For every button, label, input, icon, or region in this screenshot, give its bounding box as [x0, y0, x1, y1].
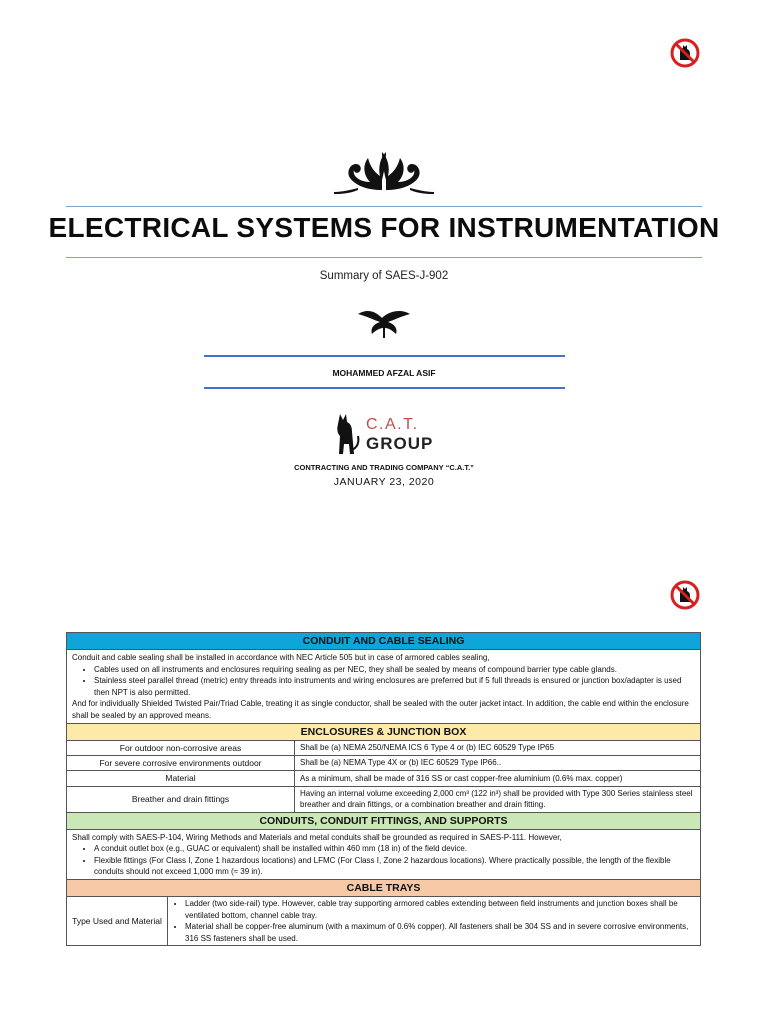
list-item: • Ladder (two side-rail) type. However, cable tray supporting armored cables extending between field instruments and junction boxes shall be ventilated bottom, channel cable tray. — [185, 898, 695, 921]
document-date: JANUARY 23, 2020 — [333, 476, 435, 488]
row-value: Having an internal volume exceeding 2,000 cm³ (122 in³) shall be provided with Type 300 Series stainless steel breather and drain fittings, or a combination breather and drain fitting. — [295, 786, 701, 812]
summary-document — [66, 632, 701, 946]
row-value: As a minimum, shall be made of 316 SS or cast copper-free aluminium (0.6% max. copper) — [295, 771, 701, 786]
row-key: For severe corrosive environments outdoor — [67, 755, 295, 770]
no-cat-icon — [670, 38, 700, 68]
cable-trays-table — [66, 896, 701, 946]
table-row — [67, 771, 701, 786]
author-name: MOHAMMED AFZAL ASIF — [332, 368, 436, 378]
conduit-sealing-outro: And for individually Shielded Twisted Pair/Triad Cable, treating it as single conductor, shall be sealed with the outer jacket intact. In addition, the cable end within the enclosure shall be sealed by an approved means. — [72, 699, 689, 720]
list-item: • Cables used on all instruments and enclosures requiring sealing as per NEC, they shall be sealed by means of compound barrier type cable glands. — [94, 664, 695, 676]
table-row — [67, 786, 701, 812]
row-key: Type Used and Material — [67, 897, 168, 946]
black-cat-icon — [332, 410, 362, 458]
row-value: Shall be (a) NEMA 250/NEMA ICS 6 Type 4 or (b) IEC 60529 Type IP65 — [295, 740, 701, 755]
conduits-intro: Shall comply with SAES-P-104, Wiring Methods and Materials and metal conduits shall be grounded as required in SAES-P-111. However, — [72, 832, 562, 842]
company-name: CONTRACTING AND TRADING COMPANY “C.A.T.” — [294, 463, 474, 472]
document-subtitle: Summary of SAES-J-902 — [319, 270, 449, 282]
list-item: • A conduit outlet box (e.g., GUAC or equivalent) shall be installed within 460 mm (18 in) of the field device. — [94, 843, 695, 855]
logo-group-text: GROUP — [366, 434, 434, 453]
section-heading-conduit-sealing: CONDUIT AND CABLE SEALING — [66, 632, 701, 649]
list-item: • Stainless steel parallel thread (metric) entry threads into instruments and wiring enclosures are preferred but if 5 full threads is ensured or junction box/adapter is used then NPT is also permitted. — [94, 675, 695, 698]
row-key: Material — [67, 771, 295, 786]
section-heading-conduits: CONDUITS, CONDUIT FITTINGS, AND SUPPORTS — [66, 813, 701, 829]
table-row — [67, 755, 701, 770]
conduit-sealing-intro: Conduit and cable sealing shall be installed in accordance with NEC Article 505 but in case of armored cables sealing, — [72, 653, 490, 662]
row-value — [168, 897, 701, 946]
row-value: Shall be (a) NEMA Type 4X or (b) IEC 60529 Type IP66.. — [295, 755, 701, 770]
floral-ornament-icon — [328, 146, 440, 196]
ornament-divider-icon — [354, 306, 414, 340]
no-cat-icon — [670, 580, 700, 610]
row-key: For outdoor non-corrosive areas — [67, 740, 295, 755]
cat-group-logo — [332, 410, 442, 458]
row-key: Breather and drain fittings — [67, 786, 295, 812]
section-body-conduits — [66, 829, 701, 879]
section-heading-enclosures: ENCLOSURES & JUNCTION BOX — [66, 723, 701, 740]
section-body-conduit-sealing — [66, 649, 701, 723]
table-row — [67, 897, 701, 946]
list-item: • Material shall be copper-free aluminum (with a maximum of 0.6% copper). All fasteners shall be 304 SS and in severe corrosive environments, 316 SS fasteners shall be used. — [185, 921, 695, 944]
table-row — [67, 740, 701, 755]
list-item: • Flexible fittings (For Class I, Zone 1 hazardous locations) and LFMC (For Class I, Zone 2 hazardous locations). Where practically possible, the length of the flexible conduits should not exceed 1,000 mm (≈ 39 in). — [94, 855, 695, 878]
document-title: ELECTRICAL SYSTEMS FOR INSTRUMENTATION — [48, 212, 720, 243]
section-heading-cable-trays: CABLE TRAYS — [66, 879, 701, 896]
logo-cat-text: C.A.T. — [366, 416, 419, 433]
enclosures-table — [66, 740, 701, 813]
